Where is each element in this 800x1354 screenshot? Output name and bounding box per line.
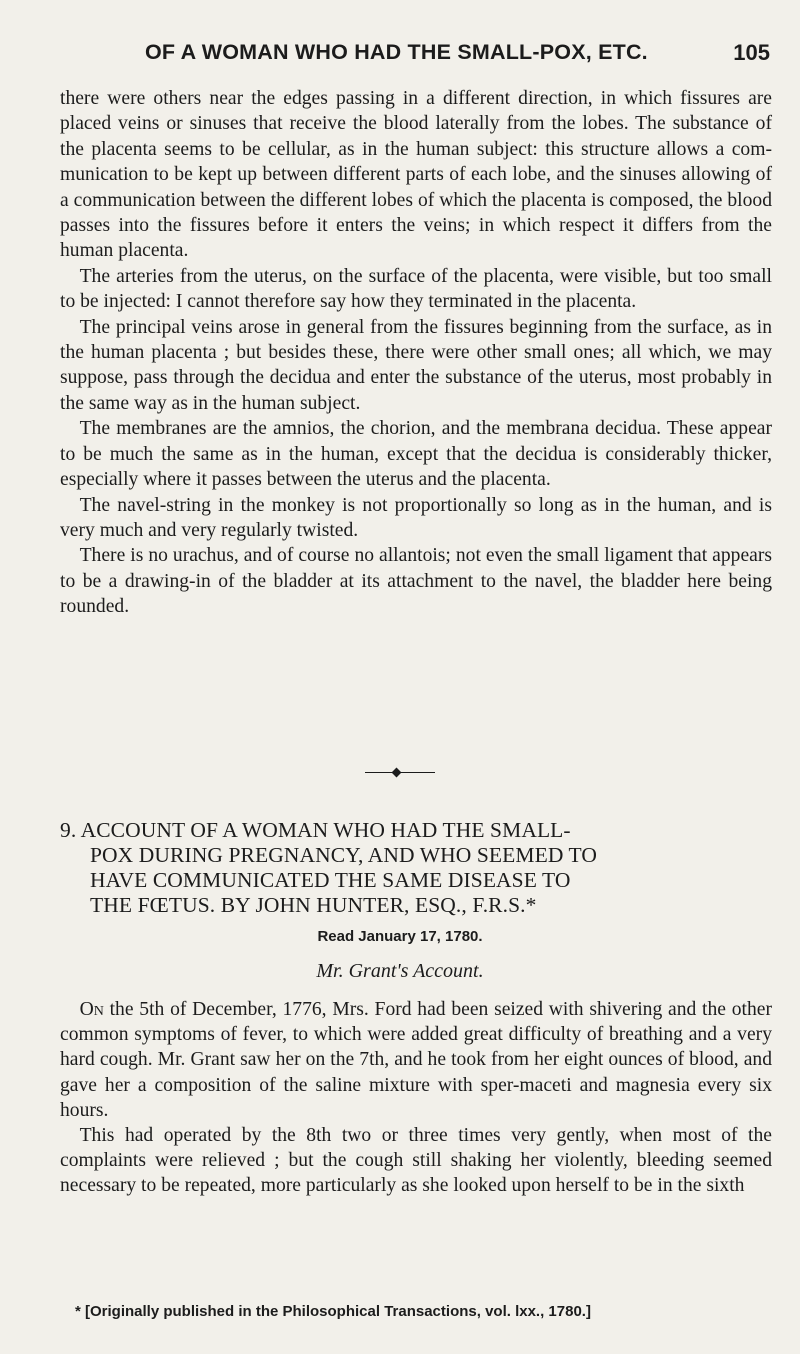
article-body (60, 997, 772, 1199)
running-head (60, 40, 770, 72)
paragraph: The arteries from the uterus, on the surface of the placenta, were visible, but too small to be injected: I cannot therefore say how they terminated in the placenta. (60, 265, 772, 313)
article-heading (60, 818, 772, 918)
paragraph: There is no urachus, and of course no allantois; not even the small ligament that appears to be a drawing-in of the bladder at its attachment to the navel, the bladder here being rounded. (60, 545, 772, 618)
opening-word: On (79, 999, 104, 1020)
paragraph (60, 997, 772, 1123)
paragraph: The principal veins arose in general from the fissures beginning from the surface, as in the human placenta ; but besides these, there were other small ones; all which, we may suppose, pass through the decidua and enter the substance of the uterus, most probably in the same way as in the human subject. (60, 316, 772, 414)
footnote: * [Originally published in the Philosophical Transactions, vol. lxx., 1780.] (75, 1303, 591, 1320)
diamond-icon (392, 768, 402, 778)
read-date: Read January 17, 1780. (317, 928, 483, 945)
section-title: Mr. Grant's Account. (316, 960, 484, 982)
paragraph: there were others near the edges passing in a different direction, in which fissures are placed veins or sinuses that receive the blood laterally from the lobes. The substance of the placenta seems to be cellular, as in the human subject: this structure allows a com-munication to be kept up between different parts of each lobe, and the sinuses allowing of a communication between the different lobes of which the placenta is composed, the blood passes into the fissures before it enters the veins; in which respect it differs from the human placenta. (60, 88, 772, 262)
page-number: 105 (733, 40, 770, 65)
body-text (60, 86, 772, 620)
paragraph: The navel-string in the monkey is not proportionally so long as in the human, and is very much and very regularly twisted. (60, 494, 772, 541)
heading-line: HAVE COMMUNICATED THE SAME DISEASE TO (90, 868, 571, 892)
heading-line: POX DURING PREGNANCY, AND WHO SEEMED TO (90, 843, 598, 867)
section-divider-ornament (365, 769, 435, 777)
heading-line: 9. ACCOUNT OF A WOMAN WHO HAD THE SMALL- (60, 818, 571, 842)
running-title: OF A WOMAN WHO HAD THE SMALL-POX, ETC. (145, 40, 648, 64)
paragraph: The membranes are the amnios, the chorion, and the membrana decidua. These appear to be much the same as in the human, except that the decidua is considerably thicker, especially where it passes between the uterus and the placenta. (60, 418, 772, 491)
paragraph-text: the 5th of December, 1776, Mrs. Ford had been seized with shivering and the other common symptoms of fever, to which were added great difficulty of breathing and a very hard cough. Mr. Grant saw her on the 7th, and he took from her eight ounces of blood, and gave her a composition of the saline mixture with sper-maceti and magnesia every six hours. (60, 999, 772, 1121)
heading-line: THE FŒTUS. BY JOHN HUNTER, ESQ., F.R.S.* (90, 893, 537, 917)
paragraph: This had operated by the 8th two or three times very gently, when most of the complaints were relieved ; but the cough still shaking her violently, bleeding seemed necessary to be repeated, more particularly as she looked upon herself to be in the sixth (60, 1125, 772, 1197)
